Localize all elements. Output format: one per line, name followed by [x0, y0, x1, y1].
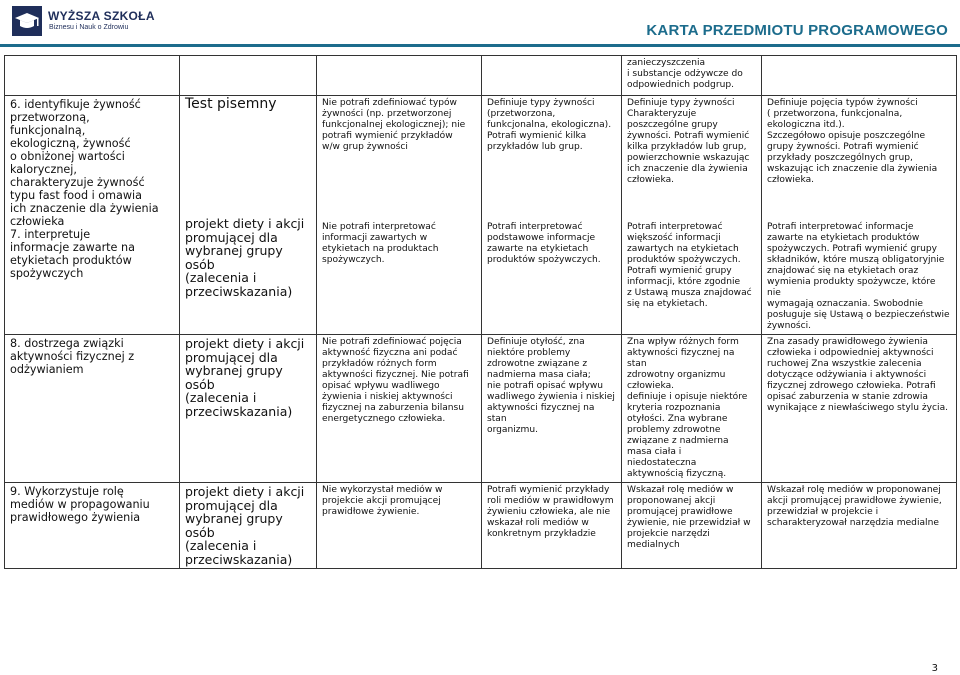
criteria-text: Potrafi wymienić przykłady roli mediów w prawidłowym żywieniu człowieka, ale nie wskazał roli mediów w konkretnym przykładzie	[482, 483, 622, 569]
criteria-text: Definiuje typy żywności (przetworzona, funkcjonalna, ekologiczna). Potrafi wymienić kilka przykładów lub grup.	[487, 98, 612, 152]
grade-2-cell	[317, 96, 482, 335]
criteria-text: Zna zasady prawidłowego żywienia człowieka i odpowiedniej aktywności ruchowej Zna wszystkie zalecenia dotyczące odżywiania i aktywności fizycznej zdrowego człowieka. Potrafi opisać zaburzenia w stanie zdrowia wynikające z niewłaściwego stylu życia.	[762, 335, 957, 483]
logo-name: WYŻSZA SZKOŁA	[48, 9, 155, 23]
school-logo	[12, 6, 162, 36]
assessment-method: projekt diety i akcji promującej dla wybranej grupy osób (zalecenia i przeciwskazania)	[180, 335, 317, 483]
grade-3-cell	[482, 96, 622, 335]
criteria-text: Nie potrafi zdefiniować typów żywności (np. przetworzonej funkcjonalnej ekologicznej); nie potrafi wymienić przykładów w/w grup żywności	[322, 98, 466, 152]
criteria-text: Definiuje pojęcia typów żywności ( przetworzona, funkcjonalna, ekologiczna itd.). Szczegółowo opisuje poszczególne grupy żywności. Potrafi wymienić przykłady poszczególnych grup, wskazując ich znaczenie dla żywienia człowieka.	[767, 98, 938, 185]
learning-outcome-9: 9. Wykorzystuje rolę mediów w propagowaniu prawidłowego żywienia	[5, 483, 180, 569]
criteria-text: Definiuje typy żywności Charakteryzuje poszczególne grupy żywności. Potrafi wymienić kilka przykładów lub grup, powierzchownie wskazując ich znaczenie dla żywienia człowieka.	[627, 98, 750, 185]
table-row	[5, 56, 957, 96]
table-row	[5, 335, 957, 483]
table-cell	[5, 56, 180, 96]
assessment-method: projekt diety i akcji promującej dla wybranej grupy osób (zalecenia i przeciwskazania)	[185, 216, 305, 299]
assessment-method: projekt diety i akcji promującej dla wybranej grupy osób (zalecenia i przeciwskazania)	[180, 483, 317, 569]
criteria-text: Potrafi interpretować podstawowe informacje zawarte na etykietach produktów spożywczych.	[487, 222, 601, 265]
criteria-text: Nie potrafi zdefiniować pojęcia aktywność fizyczna ani podać przykładów różnych form aktywności fizycznej. Nie potrafi opisać wpływu wadliwego żywienia i niskiej aktywności fizycznej na zaburzenia bilansu energetycznego człowieka.	[317, 335, 482, 483]
document-title: KARTA PRZEDMIOTU PROGRAMOWEGO	[646, 22, 948, 39]
table-cell	[180, 56, 317, 96]
criteria-text: Definiuje otyłość, zna niektóre problemy zdrowotne związane z nadmierna masa ciała; nie potrafi opisać wpływu wadliwego żywienia i niskiej aktywności fizycznej na stan organizmu.	[482, 335, 622, 483]
table-cell	[317, 56, 482, 96]
page-header	[0, 0, 960, 45]
criteria-text: Potrafi interpretować większość informacji zawartych na etykietach produktów spożywczych. Potrafi wymienić grupy informacji, które zgodnie z Ustawą musza znajdować się na etykietach.	[627, 222, 752, 309]
assessment-method-cell	[180, 96, 317, 335]
learning-outcome-cell	[5, 96, 180, 335]
criteria-text: Wskazał rolę mediów w proponowanej akcji promującej prawidłowe żywienie, nie przewidział w projekcie narzędzi medialnych	[622, 483, 762, 569]
graduation-cap-icon	[12, 6, 42, 36]
table-row	[5, 483, 957, 569]
title-rule	[0, 44, 960, 47]
criteria-text: Nie wykorzystał mediów w projekcie akcji promującej prawidłowe żywienie.	[317, 483, 482, 569]
learning-outcome-6: 6. identyfikuje żywność przetworzoną, funkcjonalną, ekologiczną, żywność o obniżonej wartości kalorycznej, charakteryzuje żywność typu fast food i omawia ich znaczenie dla żywienia człowieka	[10, 98, 159, 228]
assessment-table	[4, 55, 957, 569]
table-cell	[762, 56, 957, 96]
criteria-text: Potrafi interpretować informacje zawarte na etykietach produktów spożywczych. Potrafi wymienić grupy składników, które muszą obligatoryjnie znajdować się na etykietach oraz wymienia produkty spożywcze, które nie wymagają oznaczania. Swobodnie posługuje się Ustawą o bezpieczeństwie żywności.	[767, 222, 950, 331]
criteria-text: Wskazał rolę mediów w proponowanej akcji promującej prawidłowe żywienie, przewidział w projekcie i scharakteryzował narzędzia medialne	[762, 483, 957, 569]
page-number: 3	[931, 663, 938, 674]
logo-subtitle: Biznesu i Nauk o Zdrowiu	[49, 24, 129, 31]
criteria-text: Zna wpływ różnych form aktywności fizycznej na stan zdrowotny organizmu człowieka. definiuje i opisuje niektóre kryteria rozpoznania otyłości. Zna wybrane problemy zdrowotne związane z nadmierna masa ciała i niedostateczna aktywnością fizyczną.	[622, 335, 762, 483]
criteria-text: Nie potrafi interpretować informacji zawartych w etykietach na produktach spożywczych.	[322, 222, 439, 265]
table-cell: zanieczyszczenia i substancje odżywcze do odpowiednich podgrup.	[622, 56, 762, 96]
learning-outcome-8: 8. dostrzega związki aktywności fizycznej z odżywianiem	[5, 335, 180, 483]
learning-outcome-7: 7. interpretuje informacje zawarte na etykietach produktów spożywczych	[10, 228, 135, 280]
table-cell	[482, 56, 622, 96]
grade-5-cell	[762, 96, 957, 335]
grade-4-cell	[622, 96, 762, 335]
table-row	[5, 96, 957, 335]
assessment-method: Test pisemny	[185, 96, 277, 112]
